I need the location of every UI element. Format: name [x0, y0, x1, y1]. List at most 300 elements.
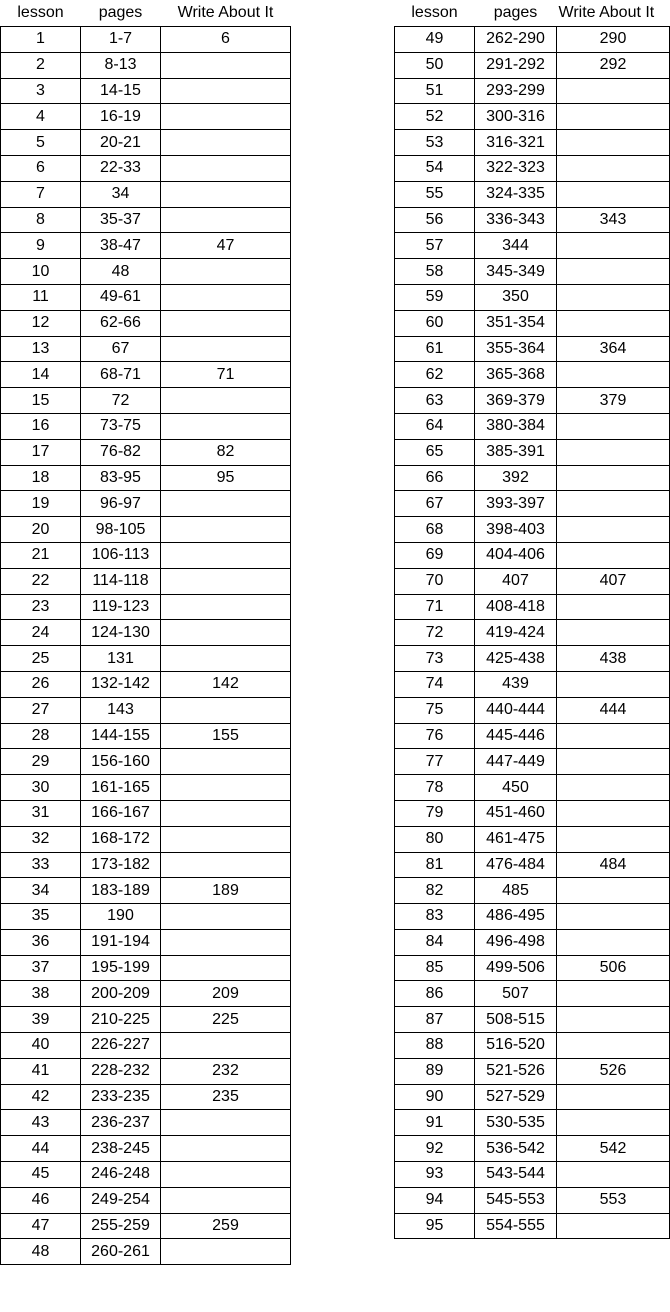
write-about-it-cell [557, 413, 670, 439]
lesson-cell: 67 [395, 491, 475, 517]
lesson-cell: 31 [1, 800, 81, 826]
table-row [395, 78, 670, 104]
pages-cell: 351-354 [475, 310, 557, 336]
table-row [395, 852, 670, 878]
pages-cell: 72 [81, 388, 161, 414]
lesson-cell: 53 [395, 130, 475, 156]
pages-cell: 451-460 [475, 800, 557, 826]
write-about-it-cell [161, 284, 291, 310]
header-row [395, 0, 670, 27]
table-row [1, 104, 291, 130]
write-about-it-cell: 6 [161, 27, 291, 53]
pages-cell: 226-227 [81, 1033, 161, 1059]
write-about-it-cell: 290 [557, 27, 670, 53]
write-about-it-cell: 506 [557, 955, 670, 981]
pages-cell: 190 [81, 904, 161, 930]
pages-cell: 83-95 [81, 465, 161, 491]
pages-cell: 14-15 [81, 78, 161, 104]
pages-cell: 260-261 [81, 1239, 161, 1265]
lesson-cell: 19 [1, 491, 81, 517]
pages-cell: 336-343 [475, 207, 557, 233]
write-about-it-cell: 71 [161, 362, 291, 388]
pages-cell: 124-130 [81, 620, 161, 646]
pages-cell: 183-189 [81, 878, 161, 904]
lesson-table-left [0, 0, 291, 1265]
write-about-it-cell [161, 826, 291, 852]
write-about-it-cell [557, 1033, 670, 1059]
table-row [395, 878, 670, 904]
lesson-cell: 94 [395, 1187, 475, 1213]
lesson-cell: 90 [395, 1084, 475, 1110]
pages-cell: 98-105 [81, 517, 161, 543]
pages-cell: 521-526 [475, 1058, 557, 1084]
write-about-it-cell [161, 1162, 291, 1188]
lesson-cell: 13 [1, 336, 81, 362]
pages-cell: 168-172 [81, 826, 161, 852]
pages-cell: 316-321 [475, 130, 557, 156]
write-about-it-cell [557, 465, 670, 491]
table-row [395, 439, 670, 465]
table-row [395, 207, 670, 233]
pages-cell: 350 [475, 284, 557, 310]
write-about-it-cell: 407 [557, 568, 670, 594]
write-about-it-cell [161, 929, 291, 955]
lesson-cell: 41 [1, 1058, 81, 1084]
lesson-cell: 95 [395, 1213, 475, 1239]
table-row [395, 646, 670, 672]
pages-cell: 385-391 [475, 439, 557, 465]
table-row [395, 181, 670, 207]
pages-cell: 144-155 [81, 723, 161, 749]
lesson-cell: 58 [395, 259, 475, 285]
table-row [1, 1084, 291, 1110]
lesson-cell: 27 [1, 697, 81, 723]
write-about-it-cell [161, 1033, 291, 1059]
pages-cell: 516-520 [475, 1033, 557, 1059]
write-about-it-cell [557, 259, 670, 285]
lesson-cell: 44 [1, 1136, 81, 1162]
write-about-it-cell [557, 671, 670, 697]
lesson-cell: 72 [395, 620, 475, 646]
table-row [1, 749, 291, 775]
lesson-cell: 3 [1, 78, 81, 104]
lesson-table-right [394, 0, 670, 1239]
pages-cell: 365-368 [475, 362, 557, 388]
table-row [1, 259, 291, 285]
table-row [1, 1162, 291, 1188]
lesson-cell: 20 [1, 517, 81, 543]
pages-cell: 255-259 [81, 1213, 161, 1239]
pages-cell: 236-237 [81, 1110, 161, 1136]
lesson-cell: 88 [395, 1033, 475, 1059]
lesson-cell: 18 [1, 465, 81, 491]
lesson-cell: 39 [1, 1007, 81, 1033]
write-about-it-cell [557, 723, 670, 749]
pages-cell: 262-290 [475, 27, 557, 53]
write-about-it-cell: 47 [161, 233, 291, 259]
pages-cell: 293-299 [475, 78, 557, 104]
write-about-it-cell [557, 517, 670, 543]
table-row [395, 1213, 670, 1239]
lesson-cell: 16 [1, 413, 81, 439]
write-about-it-cell [161, 207, 291, 233]
write-about-it-cell [557, 1213, 670, 1239]
table-row [1, 852, 291, 878]
table-row [395, 1058, 670, 1084]
lesson-cell: 71 [395, 594, 475, 620]
pages-cell: 554-555 [475, 1213, 557, 1239]
write-about-it-cell [557, 78, 670, 104]
write-about-it-cell [557, 362, 670, 388]
pages-cell: 238-245 [81, 1136, 161, 1162]
lesson-cell: 66 [395, 465, 475, 491]
table-row [395, 465, 670, 491]
write-about-it-cell: 438 [557, 646, 670, 672]
table-row [1, 439, 291, 465]
lesson-cell: 82 [395, 878, 475, 904]
table-row [1, 130, 291, 156]
table-row [395, 955, 670, 981]
table-row [395, 981, 670, 1007]
table-row [395, 1110, 670, 1136]
lesson-cell: 93 [395, 1162, 475, 1188]
table-row [395, 104, 670, 130]
lesson-cell: 47 [1, 1213, 81, 1239]
lesson-cell: 64 [395, 413, 475, 439]
lesson-cell: 2 [1, 52, 81, 78]
pages-cell: 408-418 [475, 594, 557, 620]
table-row [1, 78, 291, 104]
write-about-it-cell [161, 749, 291, 775]
table-row [1, 1213, 291, 1239]
table-row [1, 568, 291, 594]
write-about-it-cell: 542 [557, 1136, 670, 1162]
write-about-it-cell [161, 955, 291, 981]
write-about-it-cell [557, 310, 670, 336]
pages-cell: 300-316 [475, 104, 557, 130]
pages-cell: 322-323 [475, 155, 557, 181]
lesson-cell: 78 [395, 775, 475, 801]
write-about-it-cell [161, 1136, 291, 1162]
lesson-cell: 84 [395, 929, 475, 955]
pages-cell: 486-495 [475, 904, 557, 930]
table-row [395, 130, 670, 156]
pages-cell: 496-498 [475, 929, 557, 955]
pages-cell: 447-449 [475, 749, 557, 775]
pages-cell: 34 [81, 181, 161, 207]
table-row [1, 388, 291, 414]
table-row [395, 284, 670, 310]
table-row [1, 310, 291, 336]
table-row [1, 413, 291, 439]
lesson-cell: 81 [395, 852, 475, 878]
write-about-it-cell [557, 878, 670, 904]
write-about-it-cell [557, 491, 670, 517]
pages-cell: 404-406 [475, 542, 557, 568]
lesson-cell: 65 [395, 439, 475, 465]
table-row [1, 465, 291, 491]
table-row [395, 362, 670, 388]
write-about-it-cell [557, 800, 670, 826]
write-about-it-cell [161, 568, 291, 594]
lesson-cell: 29 [1, 749, 81, 775]
write-about-it-cell [161, 52, 291, 78]
write-about-it-cell: 484 [557, 852, 670, 878]
table-row [1, 826, 291, 852]
lesson-cell: 33 [1, 852, 81, 878]
table-row [1, 929, 291, 955]
lesson-cell: 5 [1, 130, 81, 156]
lesson-cell: 50 [395, 52, 475, 78]
lesson-cell: 43 [1, 1110, 81, 1136]
pages-cell: 439 [475, 671, 557, 697]
pages-cell: 392 [475, 465, 557, 491]
write-about-it-cell [161, 904, 291, 930]
pages-cell: 200-209 [81, 981, 161, 1007]
write-about-it-cell [557, 1110, 670, 1136]
table-row [395, 233, 670, 259]
pages-cell: 62-66 [81, 310, 161, 336]
pages-cell: 545-553 [475, 1187, 557, 1213]
table-row [1, 517, 291, 543]
lesson-cell: 17 [1, 439, 81, 465]
pages-cell: 228-232 [81, 1058, 161, 1084]
pages-cell: 173-182 [81, 852, 161, 878]
pages-cell: 114-118 [81, 568, 161, 594]
table-row [395, 310, 670, 336]
lesson-cell: 74 [395, 671, 475, 697]
pages-cell: 8-13 [81, 52, 161, 78]
lesson-cell: 68 [395, 517, 475, 543]
table-row [395, 671, 670, 697]
pages-cell: 461-475 [475, 826, 557, 852]
lesson-cell: 25 [1, 646, 81, 672]
write-about-it-cell [557, 594, 670, 620]
pages-cell: 191-194 [81, 929, 161, 955]
write-about-it-cell [557, 284, 670, 310]
pages-cell: 445-446 [475, 723, 557, 749]
lesson-cell: 59 [395, 284, 475, 310]
pages-cell: 369-379 [475, 388, 557, 414]
write-about-it-cell [161, 130, 291, 156]
lesson-cell: 21 [1, 542, 81, 568]
pages-cell: 96-97 [81, 491, 161, 517]
write-about-it-cell [557, 775, 670, 801]
write-about-it-cell [161, 413, 291, 439]
write-about-it-cell: 379 [557, 388, 670, 414]
table-row [1, 594, 291, 620]
lesson-cell: 37 [1, 955, 81, 981]
table-row [1, 542, 291, 568]
pages-cell: 38-47 [81, 233, 161, 259]
table-row [395, 904, 670, 930]
lesson-cell: 76 [395, 723, 475, 749]
lesson-cell: 83 [395, 904, 475, 930]
pages-cell: 485 [475, 878, 557, 904]
write-about-it-cell: 209 [161, 981, 291, 1007]
write-about-it-cell [161, 155, 291, 181]
write-about-it-cell [557, 439, 670, 465]
write-about-it-cell [161, 1110, 291, 1136]
pages-cell: 161-165 [81, 775, 161, 801]
write-about-it-cell [161, 800, 291, 826]
write-about-it-cell [557, 981, 670, 1007]
write-about-it-cell [557, 1084, 670, 1110]
table-row [395, 542, 670, 568]
pages-cell: 407 [475, 568, 557, 594]
write-about-it-cell [161, 1239, 291, 1265]
lesson-cell: 73 [395, 646, 475, 672]
table-row [1, 181, 291, 207]
pages-cell: 132-142 [81, 671, 161, 697]
write-about-it-cell [161, 491, 291, 517]
table-row [1, 1239, 291, 1265]
pages-cell: 440-444 [475, 697, 557, 723]
pages-cell: 49-61 [81, 284, 161, 310]
table-row [1, 52, 291, 78]
table-row [1, 723, 291, 749]
pages-cell: 106-113 [81, 542, 161, 568]
table-row [395, 1187, 670, 1213]
table-row [395, 594, 670, 620]
table-row [395, 491, 670, 517]
table-row [1, 284, 291, 310]
lesson-cell: 42 [1, 1084, 81, 1110]
pages-cell: 543-544 [475, 1162, 557, 1188]
lesson-cell: 56 [395, 207, 475, 233]
pages-cell: 344 [475, 233, 557, 259]
table-row [395, 27, 670, 53]
table-row [1, 1136, 291, 1162]
pages-cell: 499-506 [475, 955, 557, 981]
pages-cell: 73-75 [81, 413, 161, 439]
pages-cell: 166-167 [81, 800, 161, 826]
pages-cell: 119-123 [81, 594, 161, 620]
table-row [1, 775, 291, 801]
pages-cell: 20-21 [81, 130, 161, 156]
table-row [1, 620, 291, 646]
table-row [1, 1187, 291, 1213]
lesson-cell: 87 [395, 1007, 475, 1033]
write-about-it-cell [161, 542, 291, 568]
pages-cell: 246-248 [81, 1162, 161, 1188]
pages-cell: 450 [475, 775, 557, 801]
write-about-it-cell: 553 [557, 1187, 670, 1213]
write-about-it-cell: 444 [557, 697, 670, 723]
pages-cell: 16-19 [81, 104, 161, 130]
table-row [1, 1110, 291, 1136]
lesson-cell: 40 [1, 1033, 81, 1059]
lesson-cell: 85 [395, 955, 475, 981]
lesson-cell: 7 [1, 181, 81, 207]
lesson-cell: 30 [1, 775, 81, 801]
write-about-it-cell [557, 620, 670, 646]
table-row [395, 388, 670, 414]
write-about-it-cell: 235 [161, 1084, 291, 1110]
table-row [1, 1058, 291, 1084]
write-about-it-cell [557, 233, 670, 259]
lesson-cell: 6 [1, 155, 81, 181]
header-pages: pages [98, 4, 143, 21]
header-write-about-it: Write About It [177, 4, 274, 21]
write-about-it-cell: 364 [557, 336, 670, 362]
lesson-cell: 86 [395, 981, 475, 1007]
pages-cell: 35-37 [81, 207, 161, 233]
table-row [395, 826, 670, 852]
pages-cell: 393-397 [475, 491, 557, 517]
write-about-it-cell [557, 542, 670, 568]
write-about-it-cell: 155 [161, 723, 291, 749]
write-about-it-cell [557, 155, 670, 181]
pages-cell: 345-349 [475, 259, 557, 285]
lesson-cell: 11 [1, 284, 81, 310]
write-about-it-cell [161, 181, 291, 207]
pages-cell: 249-254 [81, 1187, 161, 1213]
table-row [1, 800, 291, 826]
lesson-cell: 49 [395, 27, 475, 53]
table-row [395, 749, 670, 775]
write-about-it-cell: 225 [161, 1007, 291, 1033]
write-about-it-cell [161, 852, 291, 878]
pages-cell: 76-82 [81, 439, 161, 465]
write-about-it-cell [161, 775, 291, 801]
table-row [1, 671, 291, 697]
table-row [1, 955, 291, 981]
lesson-cell: 28 [1, 723, 81, 749]
lesson-cell: 77 [395, 749, 475, 775]
lesson-cell: 91 [395, 1110, 475, 1136]
lesson-cell: 69 [395, 542, 475, 568]
table-row [1, 207, 291, 233]
pages-cell: 291-292 [475, 52, 557, 78]
write-about-it-cell [161, 336, 291, 362]
table-row [395, 929, 670, 955]
lesson-cell: 80 [395, 826, 475, 852]
write-about-it-cell [557, 181, 670, 207]
table-row [395, 1136, 670, 1162]
pages-cell: 398-403 [475, 517, 557, 543]
pages-cell: 527-529 [475, 1084, 557, 1110]
lesson-cell: 63 [395, 388, 475, 414]
table-row [395, 568, 670, 594]
lesson-cell: 38 [1, 981, 81, 1007]
write-about-it-cell: 292 [557, 52, 670, 78]
pages-cell: 530-535 [475, 1110, 557, 1136]
table-row [395, 1033, 670, 1059]
write-about-it-cell [557, 749, 670, 775]
table-row [1, 155, 291, 181]
write-about-it-cell [161, 310, 291, 336]
header-pages: pages [493, 4, 538, 21]
lesson-cell: 9 [1, 233, 81, 259]
write-about-it-cell [161, 104, 291, 130]
lesson-cell: 8 [1, 207, 81, 233]
write-about-it-cell: 189 [161, 878, 291, 904]
table-row [1, 1007, 291, 1033]
header-write-about-it: Write About It [558, 4, 655, 21]
write-about-it-cell [161, 594, 291, 620]
pages-cell: 425-438 [475, 646, 557, 672]
write-about-it-cell: 142 [161, 671, 291, 697]
lesson-cell: 79 [395, 800, 475, 826]
table-row [1, 878, 291, 904]
lesson-cell: 36 [1, 929, 81, 955]
write-about-it-cell: 95 [161, 465, 291, 491]
table-row [395, 259, 670, 285]
pages-cell: 143 [81, 697, 161, 723]
lesson-cell: 92 [395, 1136, 475, 1162]
write-about-it-cell [557, 929, 670, 955]
